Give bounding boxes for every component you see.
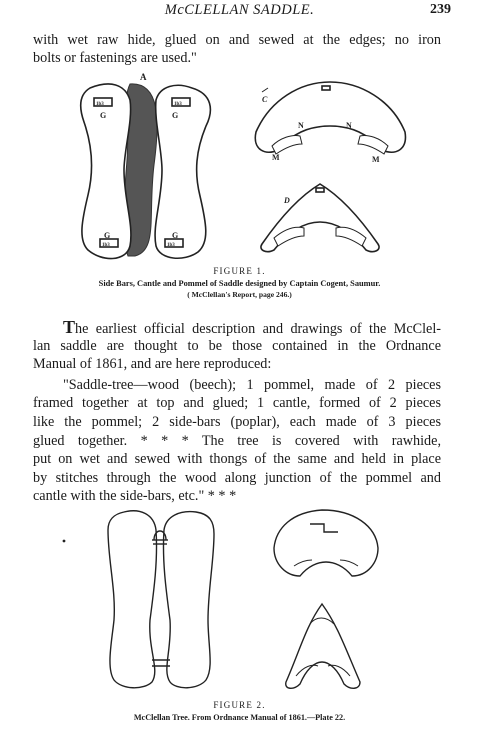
figure-1-label-m: M bbox=[372, 155, 380, 164]
figure-2-label: FIGURE 2. bbox=[213, 700, 266, 710]
figure-1-source: ( McClellan's Report, page 246.) bbox=[187, 290, 292, 299]
figure-1-label-c: C bbox=[262, 95, 268, 104]
figure-2-caption: McClellan Tree. From Ordnance Manual of 1861.—Plate 22. bbox=[133, 713, 346, 722]
figure-1-label-n: N bbox=[346, 121, 352, 130]
figure-1-box-label: 1b3 bbox=[167, 243, 175, 248]
figure-1-label-m: M bbox=[272, 153, 280, 162]
figure-1-box-label: 1b3 bbox=[96, 102, 104, 107]
figure-2-illustration bbox=[0, 500, 479, 700]
figure-1-illustration bbox=[0, 66, 479, 266]
running-title: McCLELLAN SADDLE. bbox=[164, 2, 315, 18]
paragraph-2-line: by stitches through the wood along junction of the pommel and bbox=[33, 470, 441, 486]
figure-1-pommel bbox=[261, 184, 379, 252]
figure-1-box-label: 1b3 bbox=[174, 102, 182, 107]
figure-1-label-g: G bbox=[104, 231, 111, 240]
paragraph-2-line: framed together at top and glued; 1 cantle, formed of 2 pieces bbox=[33, 395, 441, 411]
body-line: bolts or fastenings are used." bbox=[33, 50, 197, 66]
figure-1-label-g: G bbox=[172, 111, 179, 120]
paragraph-2-line: glued together. * * * The tree is covered with rawhide, bbox=[33, 433, 441, 449]
paragraph-2-line: "Saddle-tree—wood (beech); 1 pommel, made of 2 pieces bbox=[63, 377, 441, 393]
paragraph-2-line: like the pommel; 2 side-bars (poplar), each made of 3 pieces bbox=[33, 414, 441, 430]
figure-1-label-d: D bbox=[284, 196, 290, 205]
figure-1-cantle bbox=[255, 82, 405, 154]
page-number: 239 bbox=[430, 2, 451, 17]
figure-1-label: FIGURE 1. bbox=[213, 266, 266, 276]
figure-1-label-n: N bbox=[298, 121, 304, 130]
figure-1-caption: Side Bars, Cantle and Pommel of Saddle designed by Captain Cogent, Saumur. bbox=[98, 279, 381, 288]
dropcap: T bbox=[63, 317, 76, 337]
figure-2-tree bbox=[108, 511, 214, 688]
paragraph-2-line: put on wet and sewed with thongs of the same and held in place bbox=[33, 451, 441, 467]
figure-2-pommel bbox=[286, 604, 360, 688]
paragraph-2-line: cantle with the side-bars, etc." * * * bbox=[33, 488, 237, 504]
paragraph-1-line: lan saddle are thought to be those contained in the Ordnance bbox=[33, 338, 441, 354]
figure-1-label-g: G bbox=[100, 111, 107, 120]
figure-1-label-g: G bbox=[172, 231, 179, 240]
figure-1-box-label: 1b3 bbox=[102, 243, 110, 248]
paragraph-1-line: The earliest official description and drawings of the McClel- bbox=[63, 317, 441, 337]
body-line: with wet raw hide, glued on and sewed at the edges; no iron bbox=[33, 32, 441, 48]
figure-2-cantle bbox=[274, 510, 378, 576]
figure-1-label-a: A bbox=[140, 72, 147, 82]
paragraph-1-line: Manual of 1861, and are here reproduced: bbox=[33, 356, 272, 372]
